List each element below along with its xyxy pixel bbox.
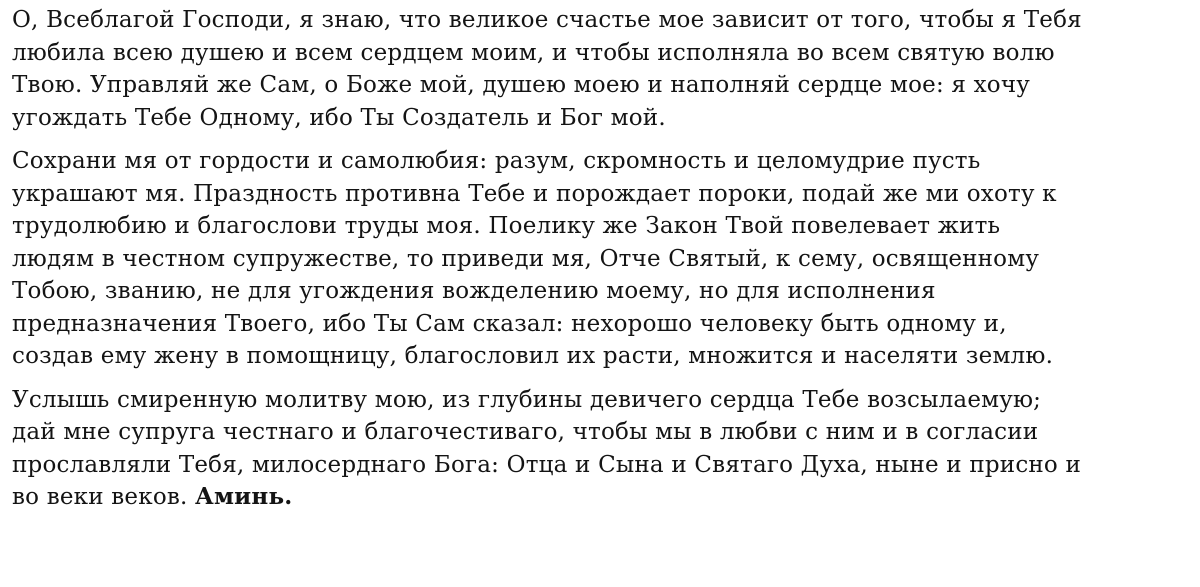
text-line: Услышь смиренную молитву мою, из глубины девичего сердца Тебе возсылаемую; xyxy=(12,386,1042,413)
text-line: украшают мя. Праздность противна Тебе и порождает пороки, подай же ми охоту к xyxy=(12,180,1057,207)
text-line: дай мне супруга честнаго и благочестиваго, чтобы мы в любви с ним и в согласии xyxy=(12,419,1039,445)
amen-word: Аминь. xyxy=(195,483,293,510)
prayer-paragraph-2 xyxy=(12,145,1186,373)
text-line: трудолюбию и благослови труды моя. Поелику же Закон Твой повелевает жить xyxy=(12,213,1001,239)
text-line: любила всею душею и всем сердцем моим, и чтобы исполняла во всем святую волю xyxy=(12,39,1055,66)
text-line: Сохрани мя от гордости и самолюбия: разум, скромность и целомудрие пусть xyxy=(12,148,981,174)
text-line-content: во веки веков. xyxy=(12,484,188,510)
prayer-paragraph-3 xyxy=(12,384,1186,514)
last-text-line xyxy=(12,481,1186,514)
text-line: предназначения Твоего, ибо Ты Сам сказал: нехорошо человеку быть одному и, xyxy=(12,310,1007,337)
text-line: создав ему жену в помощницу, благословил их расти, множится и населяти землю. xyxy=(12,343,1054,369)
text-line: О, Всеблагой Господи, я знаю, что великое счастье мое зависит от того, чтобы я Тебя xyxy=(12,7,1082,33)
prayer-paragraph-1 xyxy=(12,4,1186,134)
text-line: людям в честном супружестве, то приведи мя, Отче Святый, к сему, освященному xyxy=(12,245,1040,272)
text-line: прославляли Тебя, милосерднаго Бога: Отца и Сына и Святаго Духа, ныне и присно и xyxy=(12,451,1082,478)
text-line: Тобою, званию, не для угождения вожделению моему, но для исполнения xyxy=(12,278,936,304)
text-line: угождать Тебе Одному, ибо Ты Создатель и Бог мой. xyxy=(12,104,666,131)
text-line: Твою. Управляй же Сам, о Боже мой, душею моею и наполняй сердце мое: я хочу xyxy=(12,72,1030,98)
